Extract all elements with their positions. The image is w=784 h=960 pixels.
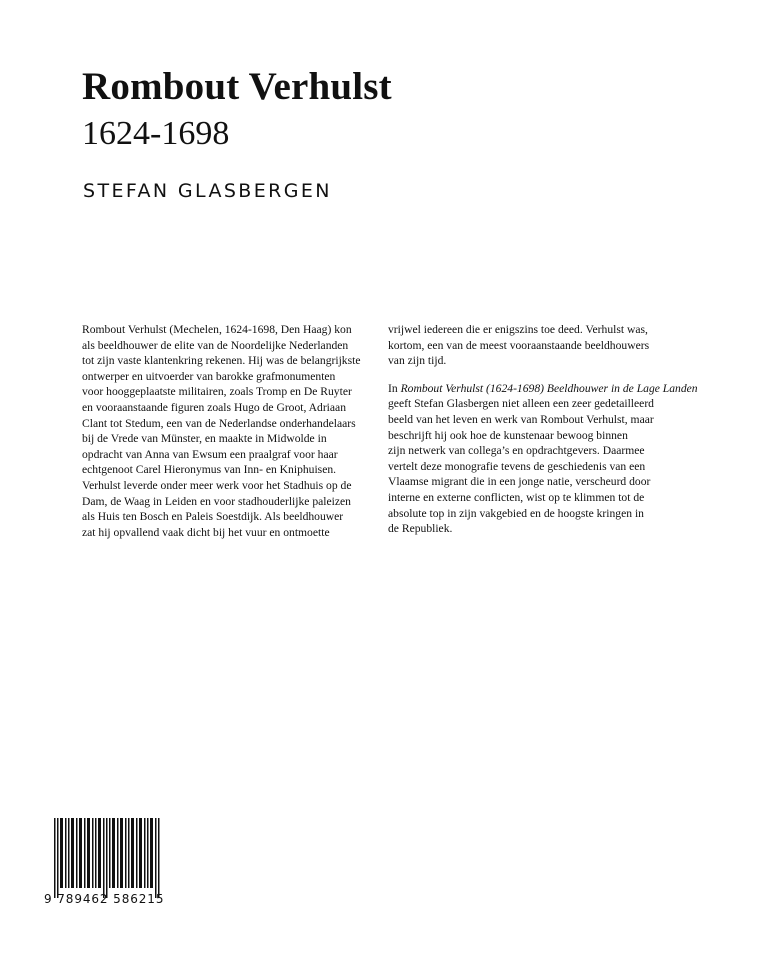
text-line: interne en externe conflicten, wist op te klimmen tot de [388, 490, 645, 504]
text-line: als Huis ten Bosch en Paleis Soestdijk. Als beeldhouwer [82, 510, 344, 524]
page-subtitle-years: 1624-1698 [82, 115, 230, 152]
text-line: voor hooggeplaatste militairen, zoals Tromp en De Ruyter [82, 385, 352, 399]
text-line: beeld van het leven en werk van Rombout Verhulst, maar [388, 412, 654, 426]
text-line: en vooraanstaande figuren zoals Hugo de Groot, Adriaan [82, 400, 346, 414]
text-line [388, 381, 698, 397]
text-line: opdracht van Anna van Ewsum een praalgraf voor haar [82, 447, 338, 461]
text-line: vrijwel iedereen die er enigszins toe deed. Verhulst was, [388, 323, 648, 336]
text-line: als beeldhouwer de elite van de Noordelijke Nederlanden [82, 338, 349, 352]
text-line: echtgenoot Carel Hieronymus van Inn- en Kniphuisen. [82, 463, 337, 477]
text-line: Vlaamse migrant die in een jonge natie, verscheurd door [388, 475, 651, 489]
text-line: van zijn tijd. [388, 354, 447, 368]
barcode-bars [44, 818, 168, 898]
blurb-right-column [388, 322, 698, 537]
text-line: Dam, de Waag in Leiden en voor stadhouderlijke paleizen [82, 494, 351, 508]
text-line: Clant tot Stedum, een van de Nederlandse onderhandelaars [82, 416, 356, 430]
text-line: bij de Vrede van Münster, en maakte in Midwolde in [82, 432, 327, 446]
text-run: In [388, 381, 401, 395]
text-line: tot zijn vaste klantenkring rekenen. Hij was de belangrijkste [82, 354, 361, 368]
blurb-paragraph [388, 381, 698, 537]
blurb-left-column [82, 322, 382, 540]
blurb-paragraph [388, 322, 688, 369]
text-line: geeft Stefan Glasbergen niet alleen een zeer gedetailleerd [388, 397, 654, 411]
book-title: Rombout Verhulst (1624-1698) Beeldhouwer in de Lage Landen [400, 381, 698, 395]
text-line: ontwerper en uitvoerder van barokke grafmonumenten [82, 369, 336, 383]
text-line: absolute top in zijn vakgebied en de hoogste kringen in [388, 506, 644, 520]
text-line: kortom, een van de meest vooraanstaande beeldhouwers [388, 338, 650, 352]
text-line: zijn netwerk van collega’s en opdrachtgevers. Daarmee [388, 444, 645, 458]
text-line: beschrijft hij ook hoe de kunstenaar bewoog binnen [388, 428, 628, 442]
text-line: zat hij opvallend vaak dicht bij het vuur en ontmoette [82, 525, 330, 539]
isbn-number: 9 789462 586215 [44, 892, 165, 906]
author-name: STEFAN GLASBERGEN [83, 180, 332, 202]
page-title: Rombout Verhulst [82, 65, 392, 108]
text-line: de Republiek. [388, 522, 453, 536]
text-line: Rombout Verhulst (Mechelen, 1624-1698, Den Haag) kon [82, 323, 352, 336]
text-line: vertelt deze monografie tevens de geschiedenis van een [388, 459, 646, 473]
blurb-paragraph [82, 322, 382, 540]
text-line: Verhulst leverde onder meer werk voor het Stadhuis op de [82, 478, 352, 492]
